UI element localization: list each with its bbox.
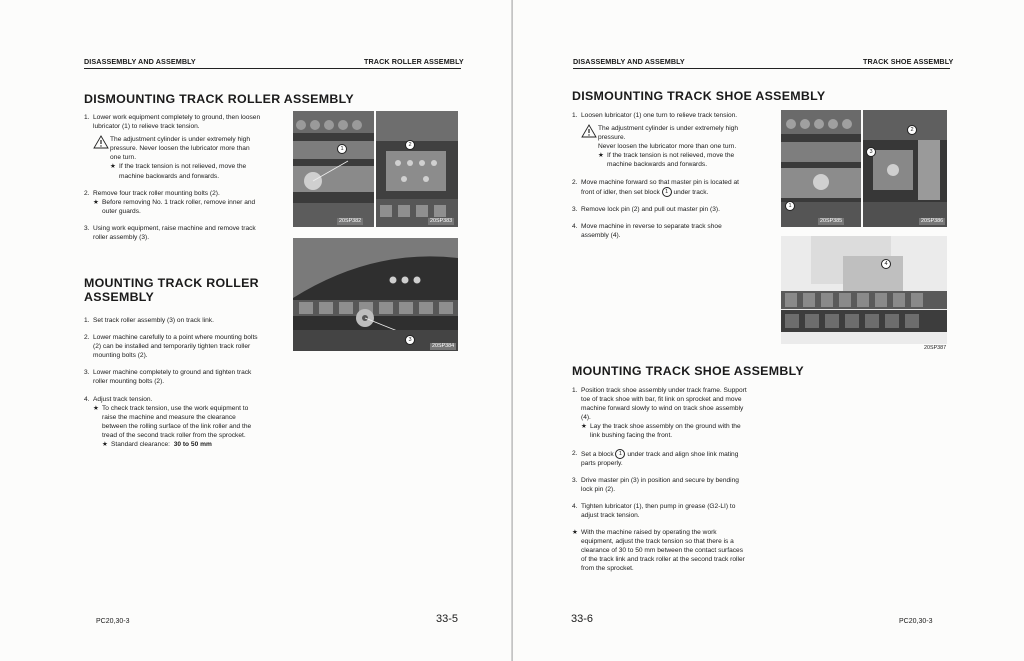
left-page-number: 33-5 — [436, 613, 459, 625]
callout-r3: 3 — [866, 143, 876, 161]
dismount-shoe-step-1: 1. Loosen lubricator (1) one turn to relieve track tension. The adjustment cylinder is under extremely high pressure. Never loosen the lubricator more than one turn. ★ If the track tension is not relieved, move the machine backwards and forwards. — [572, 111, 748, 170]
dismounting-track-shoe-steps — [572, 111, 748, 248]
right-header-section: TRACK SHOE ASSEMBLY — [863, 57, 954, 66]
photo-r2-label: 20SP386 — [921, 218, 944, 224]
right-header-chapter: DISASSEMBLY AND ASSEMBLY — [573, 57, 685, 66]
callout-r4: 4 — [881, 255, 891, 273]
right-page — [513, 0, 1024, 661]
photo-2-label: 20SP383 — [430, 218, 453, 224]
dismount-shoe-step-3: 3. Remove lock pin (2) and pull out master pin (3). — [572, 205, 720, 213]
mount-shoe-step-2: 2. Set a block 1 under track and align shoe link mating parts properly. — [572, 449, 739, 467]
callout-2: 2 — [405, 136, 415, 154]
right-header-rule — [573, 68, 950, 69]
photo-1-label: 20SP382 — [339, 218, 362, 224]
star-icon: ★ — [93, 198, 99, 206]
photo-master-pin — [863, 110, 947, 227]
mount-shoe-step-4: 4. Tighten lubricator (1), then pump in grease (G2-LI) to adjust track tension. — [572, 502, 736, 519]
mounting-track-shoe-title: MOUNTING TRACK SHOE ASSEMBLY — [572, 364, 804, 378]
star-icon: ★ — [110, 163, 116, 171]
mounting-track-roller-title: MOUNTING TRACK ROLLER ASSEMBLY — [84, 276, 259, 304]
photo-r1-label: 20SP385 — [820, 218, 843, 224]
left-footer-model: PC20,30-3 — [96, 618, 130, 625]
left-header-chapter: DISASSEMBLY AND ASSEMBLY — [84, 57, 196, 66]
warning-block: The adjustment cylinder is under extremely high pressure. Never loosen the lubricator more than one turn. ★ If the track tension is not relieved, move the machine backwards and forwards. — [581, 124, 748, 169]
left-header-rule — [84, 68, 461, 69]
star-icon: ★ — [102, 441, 108, 449]
dismounting-track-roller-title: DISMOUNTING TRACK ROLLER ASSEMBLY — [84, 92, 354, 106]
callout-1: 1 — [337, 140, 347, 158]
mount-roller-step-2: 2. Lower machine carefully to a point where mounting bolts (2) can be installed and temporarily tighten track roller mounting bolts (2). — [84, 334, 258, 360]
mount-shoe-note: ★ With the machine raised by operating the work equipment, adjust the track tension so that there is a clearance of 30 to 50 mm between the contact surfaces of the track link and track roller at the second track roller from the sprocket. — [572, 529, 745, 573]
star-icon: ★ — [572, 529, 578, 537]
mount-roller-step-3: 3. Lower machine completely to ground and tighten track roller mounting bolts (2). — [84, 369, 252, 386]
mount-roller-step-1: 1. Set track roller assembly (3) on track link. — [84, 317, 214, 324]
photo-roller-bolts — [376, 111, 458, 227]
warning-block: The adjustment cylinder is under extremely high pressure. Never loosen the lubricator more than one turn. ★ If the track tension is not relieved, move the machine backwards and forwards. — [93, 135, 262, 180]
dismount-roller-step-2: 2. Remove four track roller mounting bolts (2). ★ Before removing No. 1 track roller, remove inner and outer guards. — [84, 189, 256, 215]
dismount-shoe-step-2: 2. Move machine forward so that master pin is located at front of idler, then set block 1 under track. — [572, 178, 739, 196]
dismounting-track-shoe-title: DISMOUNTING TRACK SHOE ASSEMBLY — [572, 89, 826, 103]
warning-hand-icon — [93, 135, 109, 149]
mount-shoe-step-3: 3. Drive master pin (3) in position and secure by bending lock pin (2). — [572, 476, 739, 493]
mount-roller-step-4: 4. Adjust track tension. ★ To check track tension, use the work equipment to raise the machine and measure the clearance between the rolling surface of the link roller and the tread of the second track roller from the sprocket. ★ Standard clearance: 30 to 50 mm — [84, 395, 252, 449]
callout-3: 3 — [405, 331, 415, 349]
photo-r3-label: 20SP387 — [924, 345, 947, 351]
callout-r2: 2 — [907, 121, 917, 139]
right-page-number: 33-6 — [571, 613, 594, 625]
dismount-roller-step-3: 3. Using work equipment, raise machine and remove track roller assembly (3). — [84, 224, 256, 242]
dismounting-track-roller-steps — [84, 113, 262, 250]
photo-3-label: 20SP384 — [432, 343, 455, 349]
star-icon: ★ — [581, 423, 587, 431]
block-callout: 1 — [615, 449, 625, 459]
left-page — [0, 0, 511, 661]
mounting-track-shoe-steps — [572, 386, 748, 582]
right-footer-model: PC20,30-3 — [899, 618, 933, 625]
standard-clearance-value: 30 to 50 mm — [173, 441, 212, 449]
photo-separate-shoe — [781, 236, 947, 344]
block-callout: 1 — [662, 187, 672, 197]
dismount-roller-step-1: 1. Lower work equipment completely to ground, then loosen lubricator (1) to relieve track tension. The adjustment cylinder is under extremely high pressure. Never loosen the lubricator more than one turn. ★ If the track tension is not relieved, move the machine backwards and forwards. — [84, 114, 261, 180]
photo-lubricator — [293, 111, 374, 227]
callout-r1: 1 — [785, 197, 795, 215]
dismount-shoe-step-4: 4. Move machine in reverse to separate track shoe assembly (4). — [572, 222, 722, 239]
star-icon: ★ — [93, 404, 99, 412]
left-header-section: TRACK ROLLER ASSEMBLY — [364, 57, 464, 66]
mounting-track-roller-steps — [84, 316, 262, 457]
mount-shoe-step-1: 1. Position track shoe assembly under track frame. Support toe of track shoe with bar, fit link on sprocket and move machine forward slowly to wind on track shoe assembly (4). ★ Lay the track shoe assembly on the ground with the link bushing facing the front. — [572, 387, 747, 440]
warning-hand-icon — [581, 124, 597, 138]
photo-roller-removal — [293, 238, 458, 351]
star-icon: ★ — [598, 152, 604, 160]
